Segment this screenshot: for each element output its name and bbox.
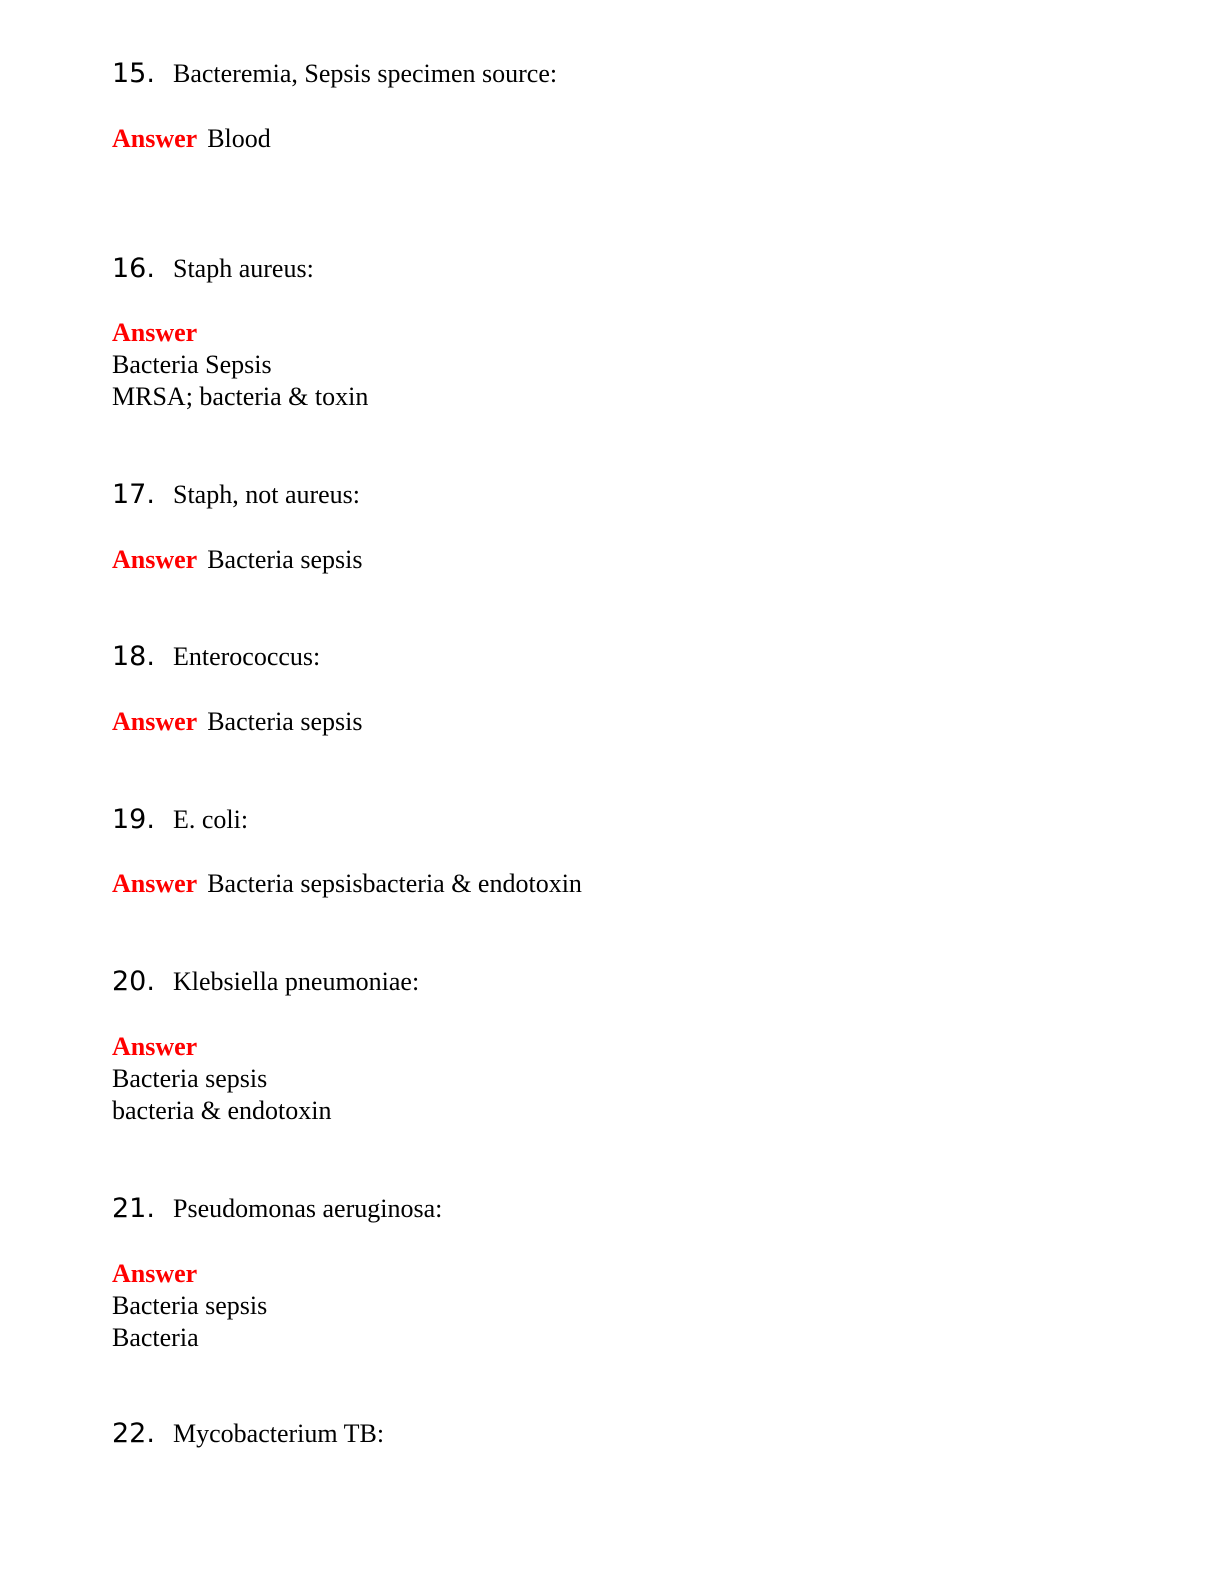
- answer-label: Answer: [112, 707, 198, 736]
- question-19: [112, 804, 248, 835]
- answer-text: Blood: [207, 124, 271, 153]
- question-number: 15.: [112, 58, 155, 89]
- answer-18: [112, 706, 362, 738]
- question-number: 16.: [112, 253, 155, 284]
- answer-label: Answer: [112, 124, 198, 153]
- answer-text: Bacteria: [112, 1323, 199, 1352]
- question-15: [112, 58, 557, 89]
- answer-text: Bacteria sepsis: [207, 707, 363, 736]
- answer-15: [112, 123, 271, 155]
- question-number: 22.: [112, 1418, 155, 1449]
- question-number: 21.: [112, 1193, 155, 1224]
- answer-20: [112, 1031, 331, 1127]
- question-text: Mycobacterium TB:: [173, 1419, 385, 1448]
- question-number: 17.: [112, 479, 155, 510]
- answer-text: Bacteria sepsis: [112, 1064, 268, 1093]
- question-number: 20.: [112, 966, 155, 997]
- question-16: [112, 253, 314, 284]
- answer-21: [112, 1258, 267, 1354]
- question-18: [112, 641, 320, 672]
- answer-label: Answer: [112, 545, 198, 574]
- answer-label: Answer: [112, 1032, 198, 1061]
- question-20: [112, 966, 419, 997]
- answer-17: [112, 544, 362, 576]
- answer-text: MRSA; bacteria & toxin: [112, 382, 369, 411]
- answer-label: Answer: [112, 1259, 198, 1288]
- answer-label: Answer: [112, 318, 198, 347]
- answer-text: Bacteria sepsis: [112, 1291, 268, 1320]
- answer-text: Bacteria sepsis: [207, 545, 363, 574]
- answer-text: Bacteria sepsisbacteria & endotoxin: [207, 869, 582, 898]
- question-text: Enterococcus:: [173, 642, 321, 671]
- answer-text: bacteria & endotoxin: [112, 1096, 332, 1125]
- question-21: [112, 1193, 442, 1224]
- question-text: Klebsiella pneumoniae:: [173, 967, 420, 996]
- question-22: [112, 1418, 384, 1449]
- question-number: 19.: [112, 804, 155, 835]
- question-text: Bacteremia, Sepsis specimen source:: [173, 59, 558, 88]
- question-17: [112, 479, 360, 510]
- question-text: Pseudomonas aeruginosa:: [173, 1194, 443, 1223]
- answer-label: Answer: [112, 869, 198, 898]
- answer-text: Bacteria Sepsis: [112, 350, 272, 379]
- question-text: Staph aureus:: [173, 254, 314, 283]
- question-text: E. coli:: [173, 805, 249, 834]
- answer-19: [112, 868, 582, 900]
- question-text: Staph, not aureus:: [173, 480, 361, 509]
- question-number: 18.: [112, 641, 155, 672]
- answer-16: [112, 317, 368, 413]
